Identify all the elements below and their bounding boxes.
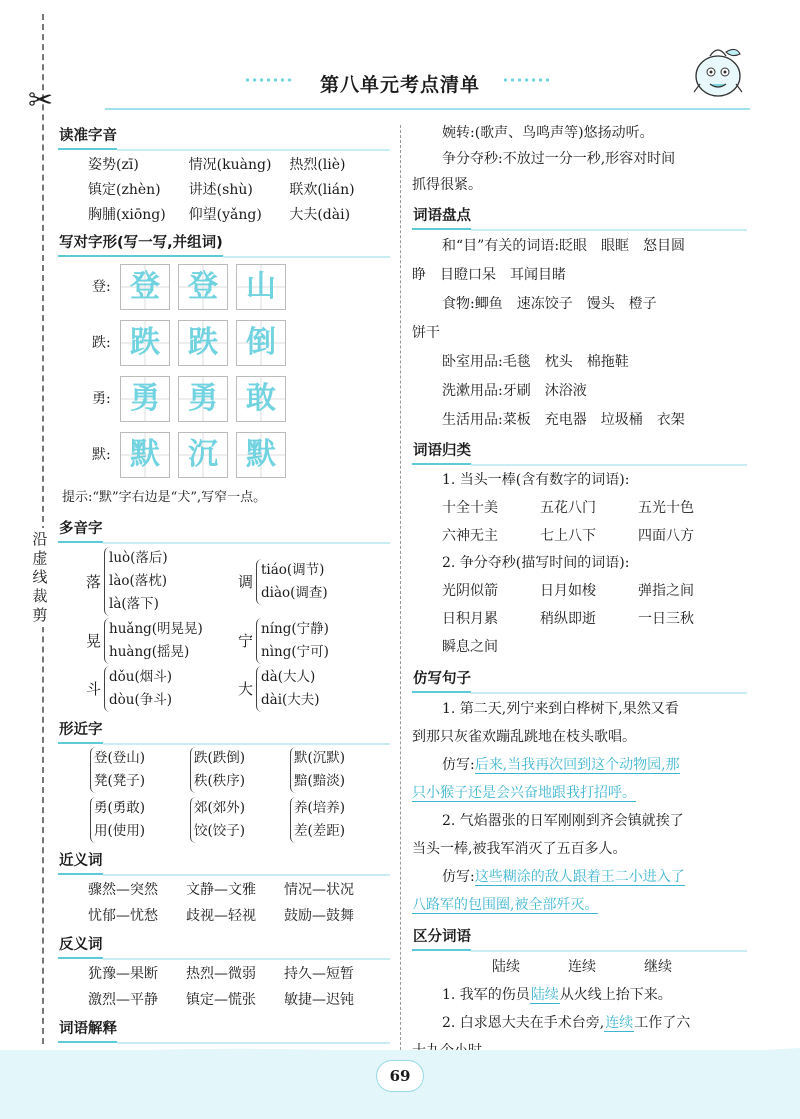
distinguish-question: 1. 我军的伤员陆续从火线上抬下来。 <box>442 987 672 1003</box>
tracing-box[interactable]: 勇 <box>120 376 170 422</box>
tracing-box[interactable]: 跌 <box>120 320 170 366</box>
synonyms-list: 骤然—突然 文静—文雅 情况—状况 忧郁—忧愁 歧视—轻视 鼓励—鼓舞 <box>88 882 354 924</box>
polyphonic-row: 晃 huǎng(明晃晃) huàng(摇晃) 宁 níng(宁静) nìng(宁可) <box>86 618 390 664</box>
section-synonyms-header: 近义词 <box>58 847 390 877</box>
page-title: 第八单元考点清单 <box>319 74 480 96</box>
explain-line: 争分夺秒:不放过一分一秒,形容对时间 <box>442 151 676 167</box>
column-divider <box>400 125 401 1055</box>
tracing-box[interactable]: 勇 <box>178 376 228 422</box>
polyphonic-row: 落 luò(落后) lào(落枕) là(落下) 调 tiáo(调节) diào(调查) <box>86 547 390 616</box>
page-number: 69 <box>376 1060 424 1092</box>
trace-row: 登: 登 登 山 <box>92 259 390 315</box>
imitate-answer: 只小猴子还是会兴奋地跟我打招呼。 <box>412 785 636 801</box>
section-similar-header: 形近字 <box>58 716 390 746</box>
tracing-box[interactable]: 沉 <box>178 432 228 478</box>
right-column <box>412 122 747 1093</box>
cut-instruction: 沿 虚 线 裁 剪 <box>28 528 52 627</box>
section-antonyms-header: 反义词 <box>58 931 390 961</box>
pronunciation-row: 胸脯(xiōng) 仰望(yǎng) 大夫(dài) <box>88 206 351 223</box>
scissors-icon: ✂ <box>28 83 54 118</box>
imitate-answer: 仿写:这些糊涂的敌人跟着王二小进入了 <box>442 869 685 885</box>
tracing-box[interactable]: 倒 <box>236 320 286 366</box>
polyphonic-row: 斗 dǒu(烟斗) dòu(争斗) 大 dà(大人) dài(大夫) <box>86 666 390 712</box>
section-distinguish-header: 区分词语 <box>412 923 747 953</box>
inventory-line: 睁 目瞪口呆 耳闻目睹 <box>412 267 566 283</box>
similar-row: 勇(勇敢) 用(使用) 郊(郊外) 饺(饺子) 养(培养) 差(差距) <box>90 797 390 843</box>
classify-question: 1. 当头一棒(含有数字的词语): <box>442 472 630 488</box>
pronunciation-row: 镇定(zhèn) 讲述(shù) 联欢(lián) <box>88 181 355 198</box>
imitate-sentence: 当头一棒,被我军消灭了五百多人。 <box>412 841 627 857</box>
mascot-icon <box>688 42 748 102</box>
section-writing-header: 写对字形(写一写,并组词) <box>58 229 390 259</box>
section-inventory-header: 词语盘点 <box>412 202 747 232</box>
classify-list: 十全十美 五花八门 五光十色 六神无主 七上八下 四面八方 <box>442 500 694 544</box>
tracing-box[interactable]: 跌 <box>178 320 228 366</box>
section-classify-header: 词语归类 <box>412 437 747 467</box>
imitate-sentence: 2. 气焰嚣张的日军刚刚到齐会镇就挨了 <box>442 813 684 829</box>
inventory-line: 食物:鲫鱼 速冻饺子 馒头 橙子 <box>442 296 657 312</box>
section-explain-header: 词语解释 <box>58 1015 390 1045</box>
distinguish-options: 陆续 连续 继续 <box>492 959 672 975</box>
imitate-answer: 八路军的包围圈,被全部歼灭。 <box>412 897 599 913</box>
trace-row: 跌: 跌 跌 倒 <box>92 315 390 371</box>
inventory-line: 洗漱用品:牙刷 沐浴液 <box>442 383 587 399</box>
tracing-box[interactable]: 登 <box>178 264 228 310</box>
inventory-line: 饼干 <box>412 325 440 341</box>
title-underline <box>105 108 750 110</box>
explain-line: 婉转:(歌声、鸟鸣声等)悠扬动听。 <box>442 125 654 141</box>
imitate-sentence: 1. 第二天,列宁来到白桦树下,果然又看 <box>442 701 679 717</box>
distinguish-question: 2. 白求恩大夫在手术台旁,连续工作了六 <box>442 1015 691 1031</box>
inventory-line: 生活用品:菜板 充电器 垃圾桶 衣架 <box>442 412 685 428</box>
tracing-box[interactable]: 山 <box>236 264 286 310</box>
tracing-box[interactable]: 默 <box>236 432 286 478</box>
section-imitate-header: 仿写句子 <box>412 665 747 695</box>
pronunciation-row: 姿势(zī) 情况(kuàng) 热烈(liè) <box>88 156 346 173</box>
classify-question: 2. 争分夺秒(描写时间的词语): <box>442 555 630 571</box>
tracing-box[interactable]: 登 <box>120 264 170 310</box>
similar-row: 登(登山) 凳(凳子) 跌(跌倒) 秩(秩序) 默(沉默) 黯(黯淡) <box>90 747 390 793</box>
inventory-line: 和“目”有关的词语:眨眼 眼眶 怒目圆 <box>442 238 686 254</box>
trace-row: 默: 默 沉 默 <box>92 427 390 483</box>
imitate-answer: 仿写:后来,当我再次回到这个动物园,那 <box>442 757 680 773</box>
classify-list: 光阴似箭 日月如梭 弹指之间 日积月累 稍纵即逝 一日三秋 瞬息之间 <box>442 583 694 655</box>
trace-row: 勇: 勇 勇 敢 <box>92 371 390 427</box>
tracing-box[interactable]: 敢 <box>236 376 286 422</box>
imitate-sentence: 到那只灰雀欢蹦乱跳地在枝头歌唱。 <box>412 729 636 745</box>
section-pronunciation-header: 读准字音 <box>58 122 390 152</box>
left-column <box>58 122 390 1070</box>
explain-line: 抓得很紧。 <box>412 177 482 193</box>
antonyms-list: 犹豫—果断 热烈—微弱 持久—短暂 激烈—平静 镇定—慌张 敏捷—迟钝 <box>88 966 354 1008</box>
tracing-box[interactable]: 默 <box>120 432 170 478</box>
section-polyphonic-header: 多音字 <box>58 515 390 545</box>
writing-tip: 提示:“默”字右边是“犬”,写窄一点。 <box>62 490 267 505</box>
footer-wave <box>0 1042 800 1062</box>
inventory-line: 卧室用品:毛毯 枕头 棉拖鞋 <box>442 354 629 370</box>
